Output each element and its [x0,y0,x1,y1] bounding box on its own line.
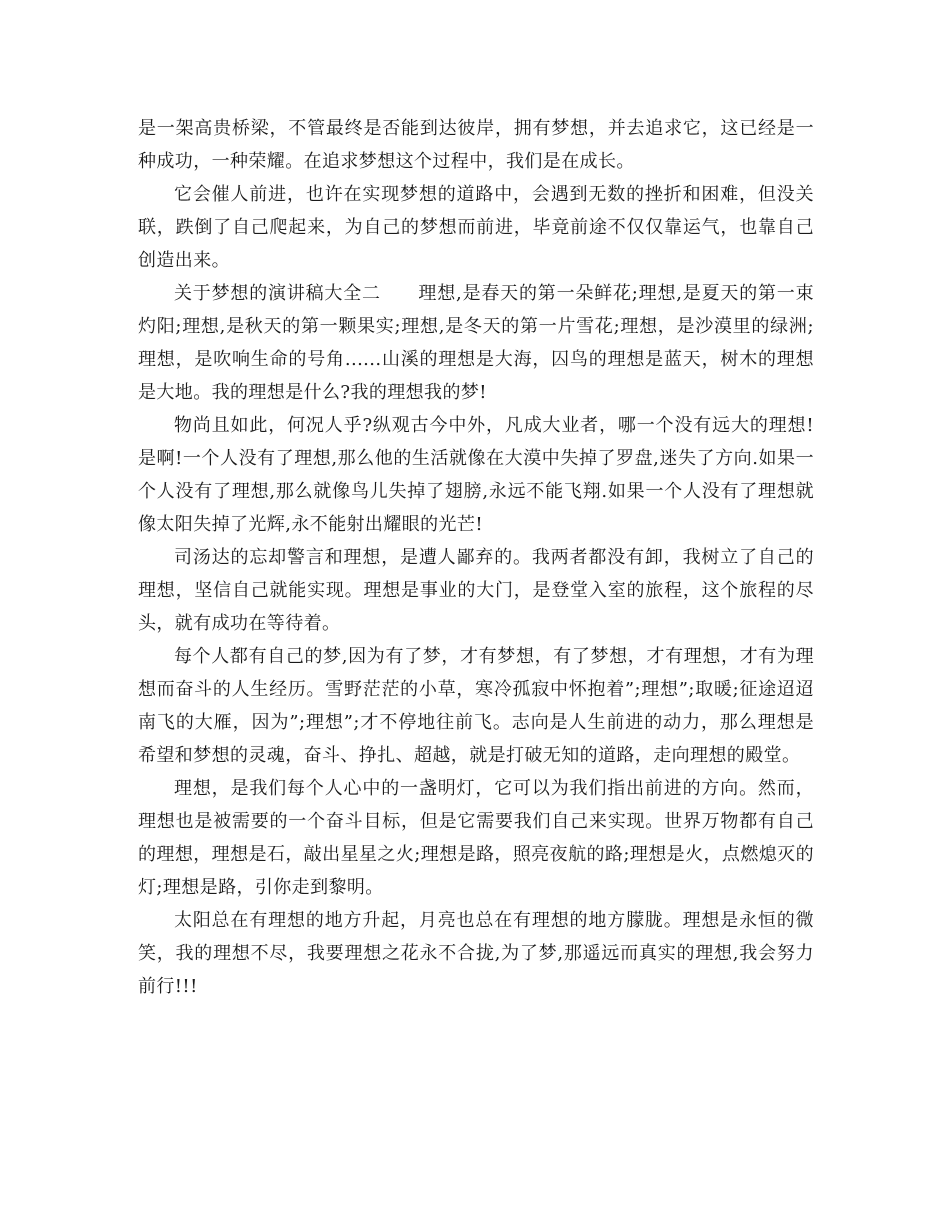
paragraph-1: 是一架高贵桥梁，不管最终是否能到达彼岸，拥有梦想，并去追求它，这已经是一种成功，一种荣耀。在追求梦想这个过程中，我们是在成长。 [138,118,814,172]
paragraph-4: 物尚且如此，何况人乎?纵观古今中外，凡成大业者，哪一个没有远大的理想!是啊!一个人没有了理想,那么他的生活就像在大漠中失掉了罗盘,迷失了方向.如果一个人没有了理想,那么就像鸟儿失掉了翅膀,永远不能飞翔.如果一个人没有了理想就像太阳失掉了光辉,永不能射出耀眼的光芒! [138,415,814,535]
paragraph-2: 它会催人前进，也许在实现梦想的道路中，会遇到无数的挫折和困难，但没关联，跌倒了自己爬起来，为自己的梦想而前进，毕竟前途不仅仅靠运气，也靠自己创造出来。 [138,184,814,271]
document-body [138,112,814,1003]
paragraph-7: 理想，是我们每个人心中的一盏明灯，它可以为我们指出前进的方向。然而，理想也是被需要的一个奋斗目标，但是它需要我们自己来实现。世界万物都有自己的理想，理想是石，敲出星星之火;理想是路，照亮夜航的路;理想是火，点燃熄灭的灯;理想是路，引你走到黎明。 [138,778,814,898]
paragraph-3: 关于梦想的演讲稿大全二 理想,是春天的第一朵鲜花;理想,是夏天的第一束灼阳;理想,是秋天的第一颗果实;理想,是冬天的第一片雪花;理想，是沙漠里的绿洲;理想，是吹响生命的号角......山溪的理想是大海，囚鸟的理想是蓝天，树木的理想是大地。我的理想是什么?我的理想我的梦! [138,283,814,403]
paragraph-8: 太阳总在有理想的地方升起，月亮也总在有理想的地方朦胧。理想是永恒的微笑，我的理想不尽，我要理想之花永不合拢,为了梦,那遥远而真实的理想,我会努力前行!!! [138,910,814,997]
paragraph-5: 司汤达的忘却警言和理想，是遭人鄙弃的。我两者都没有卸，我树立了自己的理想，坚信自己就能实现。理想是事业的大门，是登堂入室的旅程，这个旅程的尽头，就有成功在等待着。 [138,547,814,634]
paragraph-6: 每个人都有自己的梦,因为有了梦，才有梦想，有了梦想，才有理想，才有为理想而奋斗的人生经历。雪野茫茫的小草，寒冷孤寂中怀抱着”;理想”;取暖;征途迢迢南飞的大雁，因为”;理想”;才不停地往前飞。志向是人生前进的动力，那么理想是希望和梦想的灵魂，奋斗、挣扎、超越，就是打破无知的道路，走向理想的殿堂。 [138,646,814,766]
